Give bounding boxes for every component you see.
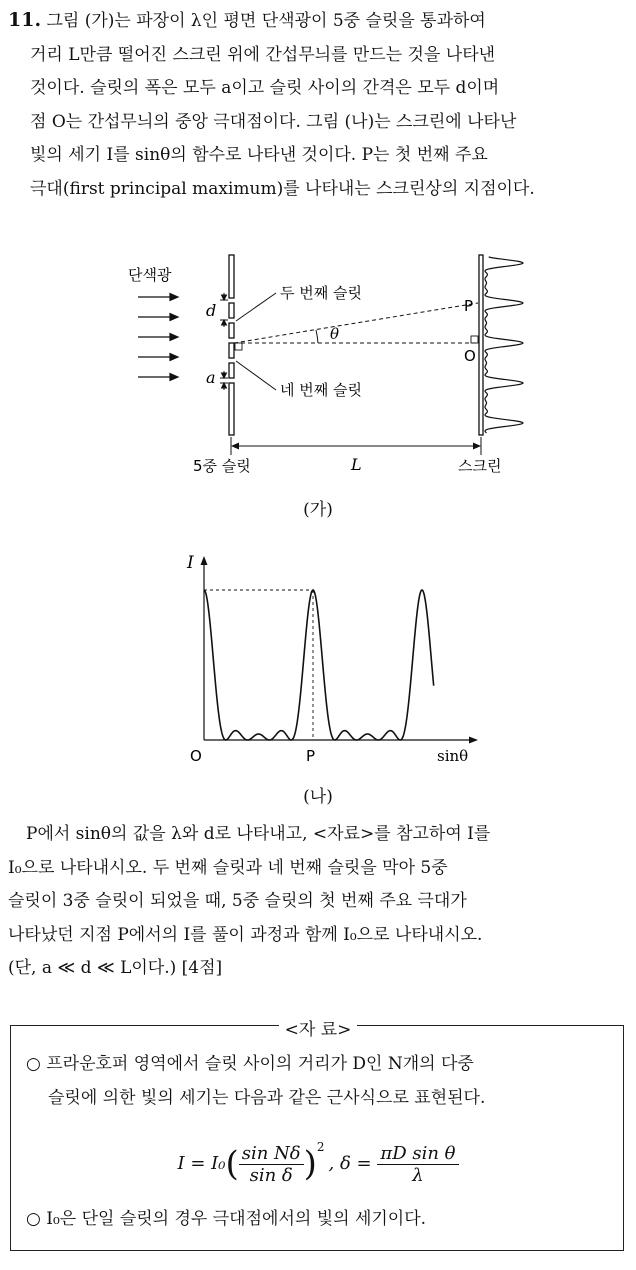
second-slit-label: 두 번째 슬릿 (280, 284, 362, 302)
figure-b-graph (0, 540, 636, 770)
task-line-0: P에서 sinθ의 값을 λ와 d로 나타내고, <자료>를 참고하여 I를 (26, 824, 491, 844)
fourth-slit-label: 네 번째 슬릿 (280, 381, 362, 399)
figure-b-caption: (나) (303, 787, 333, 807)
formula-numerator: sin Nδ (239, 1143, 304, 1165)
x-axis-arrow (469, 737, 478, 744)
origin-label: O (190, 747, 202, 765)
question-intro (8, 4, 628, 207)
question-number: 11. (8, 9, 42, 31)
second-slit-leader (236, 293, 276, 321)
theta-label: θ (330, 325, 340, 343)
figure-a-caption: (가) (303, 500, 333, 520)
P-label-a: P (464, 297, 474, 315)
task-line-3: 나타났던 지점 P에서의 I를 풀이 과정과 함께 I₀으로 나타내시오. (8, 924, 483, 945)
theta-arc (316, 330, 318, 343)
reference-item-2: ○ I₀은 단일 슬릿의 경우 극대점에서의 빛의 세기이다. (26, 1209, 427, 1229)
task-line-1: I₀으로 나타내시오. 두 번째 슬릿과 네 번째 슬릿을 막아 5중 (8, 857, 448, 878)
task-line-2: 슬릿이 3중 슬릿이 되었을 때, 5중 슬릿의 첫 번째 주요 극대가 (8, 891, 467, 912)
intro-line-3: 점 O는 간섭무늬의 중앙 극대점이다. 그림 (나)는 스크린에 나타난 (30, 111, 517, 132)
y-axis-label: I (187, 553, 194, 573)
formula-lhs: I = I₀ (177, 1153, 226, 1174)
intro-line-1: 거리 L만큼 떨어진 스크린 위에 간섭무늬를 만드는 것을 나타낸 (30, 44, 496, 65)
a-label: a (206, 368, 216, 387)
light-label: 단색광 (128, 266, 172, 284)
delta-numerator: πD sin θ (377, 1143, 458, 1165)
L-arrow-right (473, 443, 481, 450)
incident-light-arrows (138, 294, 178, 381)
L-label: L (351, 455, 362, 474)
formula-exponent: 2 (316, 1140, 325, 1154)
x-axis-label: sinθ (437, 747, 469, 765)
figure-a-diagram (0, 245, 636, 485)
a-marker (220, 371, 228, 390)
d-marker (220, 293, 228, 327)
five-slit-barrier (229, 255, 234, 435)
ray-to-P (234, 303, 478, 343)
intensity-curve (204, 590, 434, 740)
delta-denominator: λ (412, 1164, 424, 1186)
intro-line-4: 빛의 세기 I를 sinθ의 함수로 나타낸 것이다. P는 첫 번째 주요 (30, 145, 488, 166)
y-axis-arrow (201, 556, 208, 565)
L-arrow-left (231, 443, 239, 450)
intro-line-2: 것이다. 슬릿의 폭은 모두 a이고 슬릿 사이의 간격은 모두 d이며 (30, 78, 500, 99)
reference-item-1-line-1: ○ 프라운호퍼 영역에서 슬릿 사이의 거리가 D인 N개의 다중 (26, 1054, 474, 1074)
d-label: d (206, 301, 217, 320)
screen-intensity-profile (485, 257, 523, 433)
screen-label: 스크린 (458, 457, 502, 475)
reference-title: <자 료> (279, 1020, 358, 1040)
formula-delta-lhs: , δ = (328, 1153, 372, 1174)
slit-label: 5중 슬릿 (193, 457, 251, 475)
task-line-4: (단, a ≪ d ≪ L이다.) [4점] (8, 958, 223, 979)
P-label-b: P (306, 747, 316, 765)
screen (479, 255, 483, 435)
fourth-slit-leader (236, 361, 276, 390)
O-label-a: O (464, 347, 476, 365)
intensity-formula: I = I₀( $\frac{\text{sin Nδ}}{\text{sin δ}}$ )$^2$, δ = $\frac{\text{πD sin θ}}{\lambda}$ (0, 1140, 636, 1186)
right-angle-mark-screen (471, 336, 478, 343)
reference-item-1-line-2: 슬릿에 의한 빛의 세기는 다음과 같은 근사식으로 표현된다. (48, 1088, 486, 1108)
right-angle-mark-slit (235, 343, 242, 350)
question-task (8, 818, 628, 986)
intro-line-0: 그림 (가)는 파장이 λ인 평면 단색광이 5중 슬릿을 통과하여 (46, 11, 486, 31)
formula-denominator: sin δ (249, 1164, 293, 1186)
intro-line-5: 극대(first principal maximum)를 나타내는 스크린상의 지점이다. (30, 178, 535, 199)
